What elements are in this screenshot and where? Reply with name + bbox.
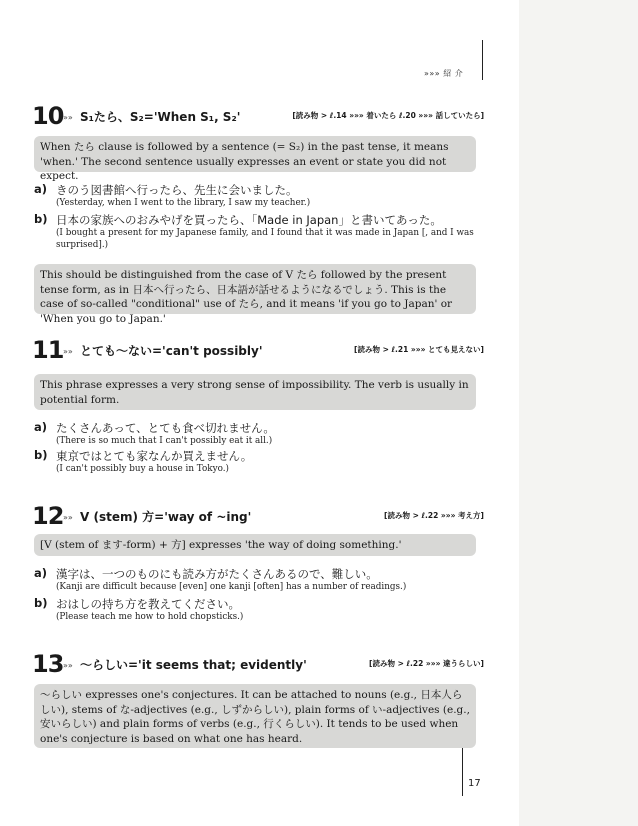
example-japanese: 日本の家族へのおみやげを買ったら、「Made in Japan」と書いてあった。 <box>56 213 442 227</box>
section-number: 12 <box>32 502 64 530</box>
section-tag: »»» 紹 介 <box>424 69 464 78</box>
reading-reference: [読み物 > ℓ.22 »»» 考え方] <box>384 511 484 520</box>
note-box: This should be distinguished from the case of V たら followed by the present tense form, as in 日本へ行ったら、日本語が話せるようになるでしょう. This is the case of so-called "conditional" use of たら, and it means 'if you go to Japan' or 'When you go to Japan.' <box>34 264 476 314</box>
section-title: とても〜ない='can't possibly' <box>80 344 263 358</box>
explanation-box: This phrase expresses a very strong sense of impossibility. The verb is usually in potential form. <box>34 374 476 410</box>
arrows-icon: »» <box>63 513 73 522</box>
section-title: 〜らしい='it seems that; evidently' <box>80 658 307 672</box>
reading-reference: [読み物 > ℓ.14 »»» 着いたら ℓ.20 »»» 話していたら] <box>292 111 484 120</box>
section-heading <box>32 336 484 364</box>
example-label: a) <box>34 420 48 434</box>
example-translation: (There is so much that I can't possibly eat it all.) <box>56 436 273 446</box>
example-translation: (I can't possibly buy a house in Tokyo.) <box>56 464 229 474</box>
example-japanese: たくさんあって、とても食べ切れません。 <box>56 421 275 435</box>
section-12 <box>32 502 484 622</box>
footer-rule <box>462 748 463 796</box>
example-translation: (Kanji are difficult because [even] one kanji [often] has a number of readings.) <box>56 582 407 592</box>
explanation-box: [V (stem of ます-form) + 方] expresses 'the way of doing something.' <box>34 534 476 556</box>
reading-reference: [読み物 > ℓ.21 »»» とても見えない] <box>354 345 484 354</box>
example-japanese: 東京ではとても家なんか買えません。 <box>56 449 253 463</box>
section-title: S₁たら、S₂='When S₁, S₂' <box>80 110 241 124</box>
reading-reference: [読み物 > ℓ.22 »»» 違うらしい] <box>369 659 484 668</box>
example-label: a) <box>34 566 48 580</box>
example-translation: (Please teach me how to hold chopsticks.) <box>56 612 244 622</box>
section-number: 10 <box>32 102 64 130</box>
section-number: 11 <box>32 336 64 364</box>
example-japanese: きのう図書館へ行ったら、先生に会いました。 <box>56 183 298 197</box>
section-10 <box>32 102 484 325</box>
example-label: a) <box>34 182 48 196</box>
arrows-icon: »» <box>63 661 73 670</box>
section-number: 13 <box>32 650 64 678</box>
section-13 <box>32 650 484 745</box>
section-heading <box>32 650 484 678</box>
page-edge-shadow <box>519 0 638 826</box>
explanation-box: When たら clause is followed by a sentence (= S₂) in the past tense, it means 'when.' The second sentence usually expresses an event or state you did not expect. <box>34 136 476 172</box>
explanation-box: 〜らしい expresses one's conjectures. It can be attached to nouns (e.g., 日本人らしい), stems of な-adjectives (e.g., しずからしい), plain forms of い-adjectives (e.g., 安いらしい) and plain forms of verbs (e.g., 行くらしい). It tends to be used when one's conjecture is based on what one has heard. <box>34 684 476 748</box>
example-translation: (Yesterday, when I went to the library, I saw my teacher.) <box>56 198 311 208</box>
example-label: b) <box>34 448 48 462</box>
arrows-icon: »» <box>63 347 73 356</box>
page-number: 17 <box>468 778 481 789</box>
section-11 <box>32 336 484 474</box>
example-japanese: 漢字は、一つのものにも読み方がたくさんあるので、難しい。 <box>56 567 378 581</box>
header-rule <box>482 40 483 80</box>
section-heading <box>32 502 484 530</box>
example-label: b) <box>34 596 48 610</box>
example-translation: (I bought a present for my Japanese family, and I found that it was made in Japan [, and I was surprised].) <box>56 228 474 250</box>
example-japanese: おはしの持ち方を教えてください。 <box>56 597 240 611</box>
arrows-icon: »» <box>63 113 73 122</box>
section-heading <box>32 102 484 130</box>
section-title: V (stem) 方='way of ~ing' <box>80 510 252 524</box>
example-label: b) <box>34 212 48 226</box>
